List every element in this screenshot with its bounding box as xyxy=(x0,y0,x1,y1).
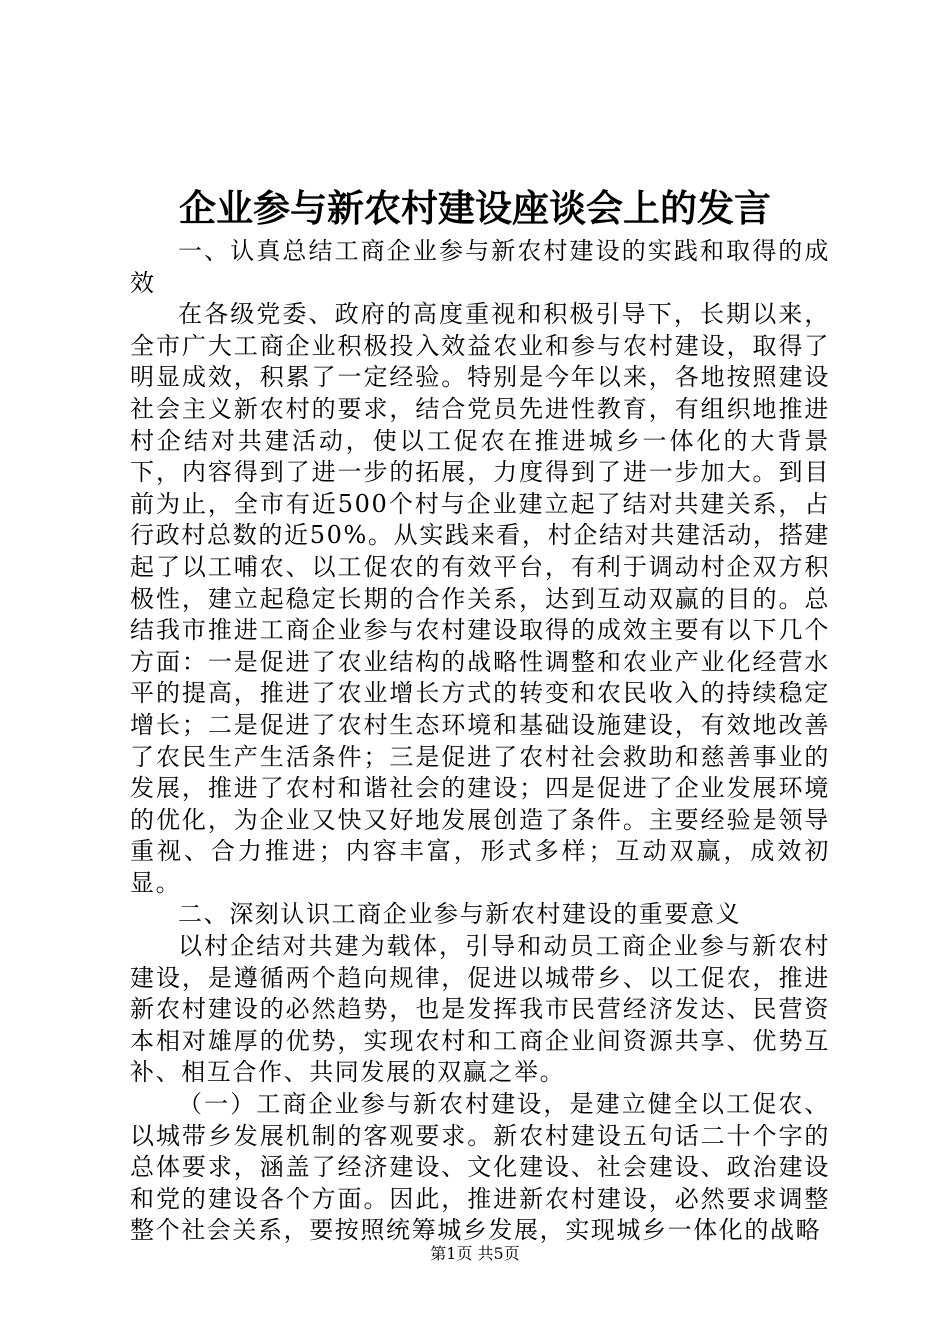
section-heading-2: 二、深刻认识工商企业参与新农村建设的重要意义 xyxy=(178,900,742,929)
body-paragraph-1: 在各级党委、政府的高度重视和积极引导下，长期以来，全市广大工商企业积极投入效益农业和参与农村建设，取得了明显成效，积累了一定经验。特别是今年以来，各地按照建设社会主义新农村的要求，结合党员先进性教育，有组织地推进村企结对共建活动，使以工促农在推进城乡一体化的大背景下，内容得到了进一步的拓展，力度得到了进一步加大。到目前为止，全市有近500个村与企业建立起了结对共建关系，占行政村总数的近50%。从实践来看，村企结对共建活动，搭建起了以工哺农、以工促农的有效平台，有利于调动村企双方积极性，建立起稳定长期的合作关系，达到互动双赢的目的。总结我市推进工商企业参与农村建设取得的成效主要有以下几个方面：一是促进了农业结构的战略性调整和农业产业化经营水平的提高，推进了农业增长方式的转变和农民收入的持续稳定增长；二是促进了农村生态环境和基础设施建设，有效地改善了农民生产生活条件；三是促进了农村社会救助和慈善事业的发展，推进了农村和谐社会的建设；四是促进了企业发展环境的优化，为企业又快又好地发展创造了条件。主要经验是领导重视、合力推进；内容丰富，形式多样；互动双赢，成效初显。 xyxy=(130,300,830,897)
document-body xyxy=(130,236,830,1247)
body-paragraph-3: （一）工商企业参与新农村建设，是建立健全以工促农、以城带乡发展机制的客观要求。新农村建设五句话二十个字的总体要求，涵盖了经济建设、文化建设、社会建设、政治建设和党的建设各个方面。因此，推进新农村建设，必然要求调整整个社会关系，要按照统筹城乡发展，实现城乡一体化的战略 xyxy=(130,1090,830,1245)
page-footer: 第1页 共5页 xyxy=(430,1244,520,1263)
body-paragraph-2: 以村企结对共建为载体，引导和动员工商企业参与新农村建设，是遵循两个趋向规律，促进以城带乡、以工促农，推进新农村建设的必然趋势，也是发挥我市民营经济发达、民营资本相对雄厚的优势，实现农村和工商企业间资源共享、优势互补、相互合作、共同发展的双赢之举。 xyxy=(130,932,830,1087)
section-heading-1: 一、认真总结工商企业参与新农村建设的实践和取得的成效 xyxy=(130,237,830,297)
document-title: 企业参与新农村建设座谈会上的发言 xyxy=(179,186,771,230)
